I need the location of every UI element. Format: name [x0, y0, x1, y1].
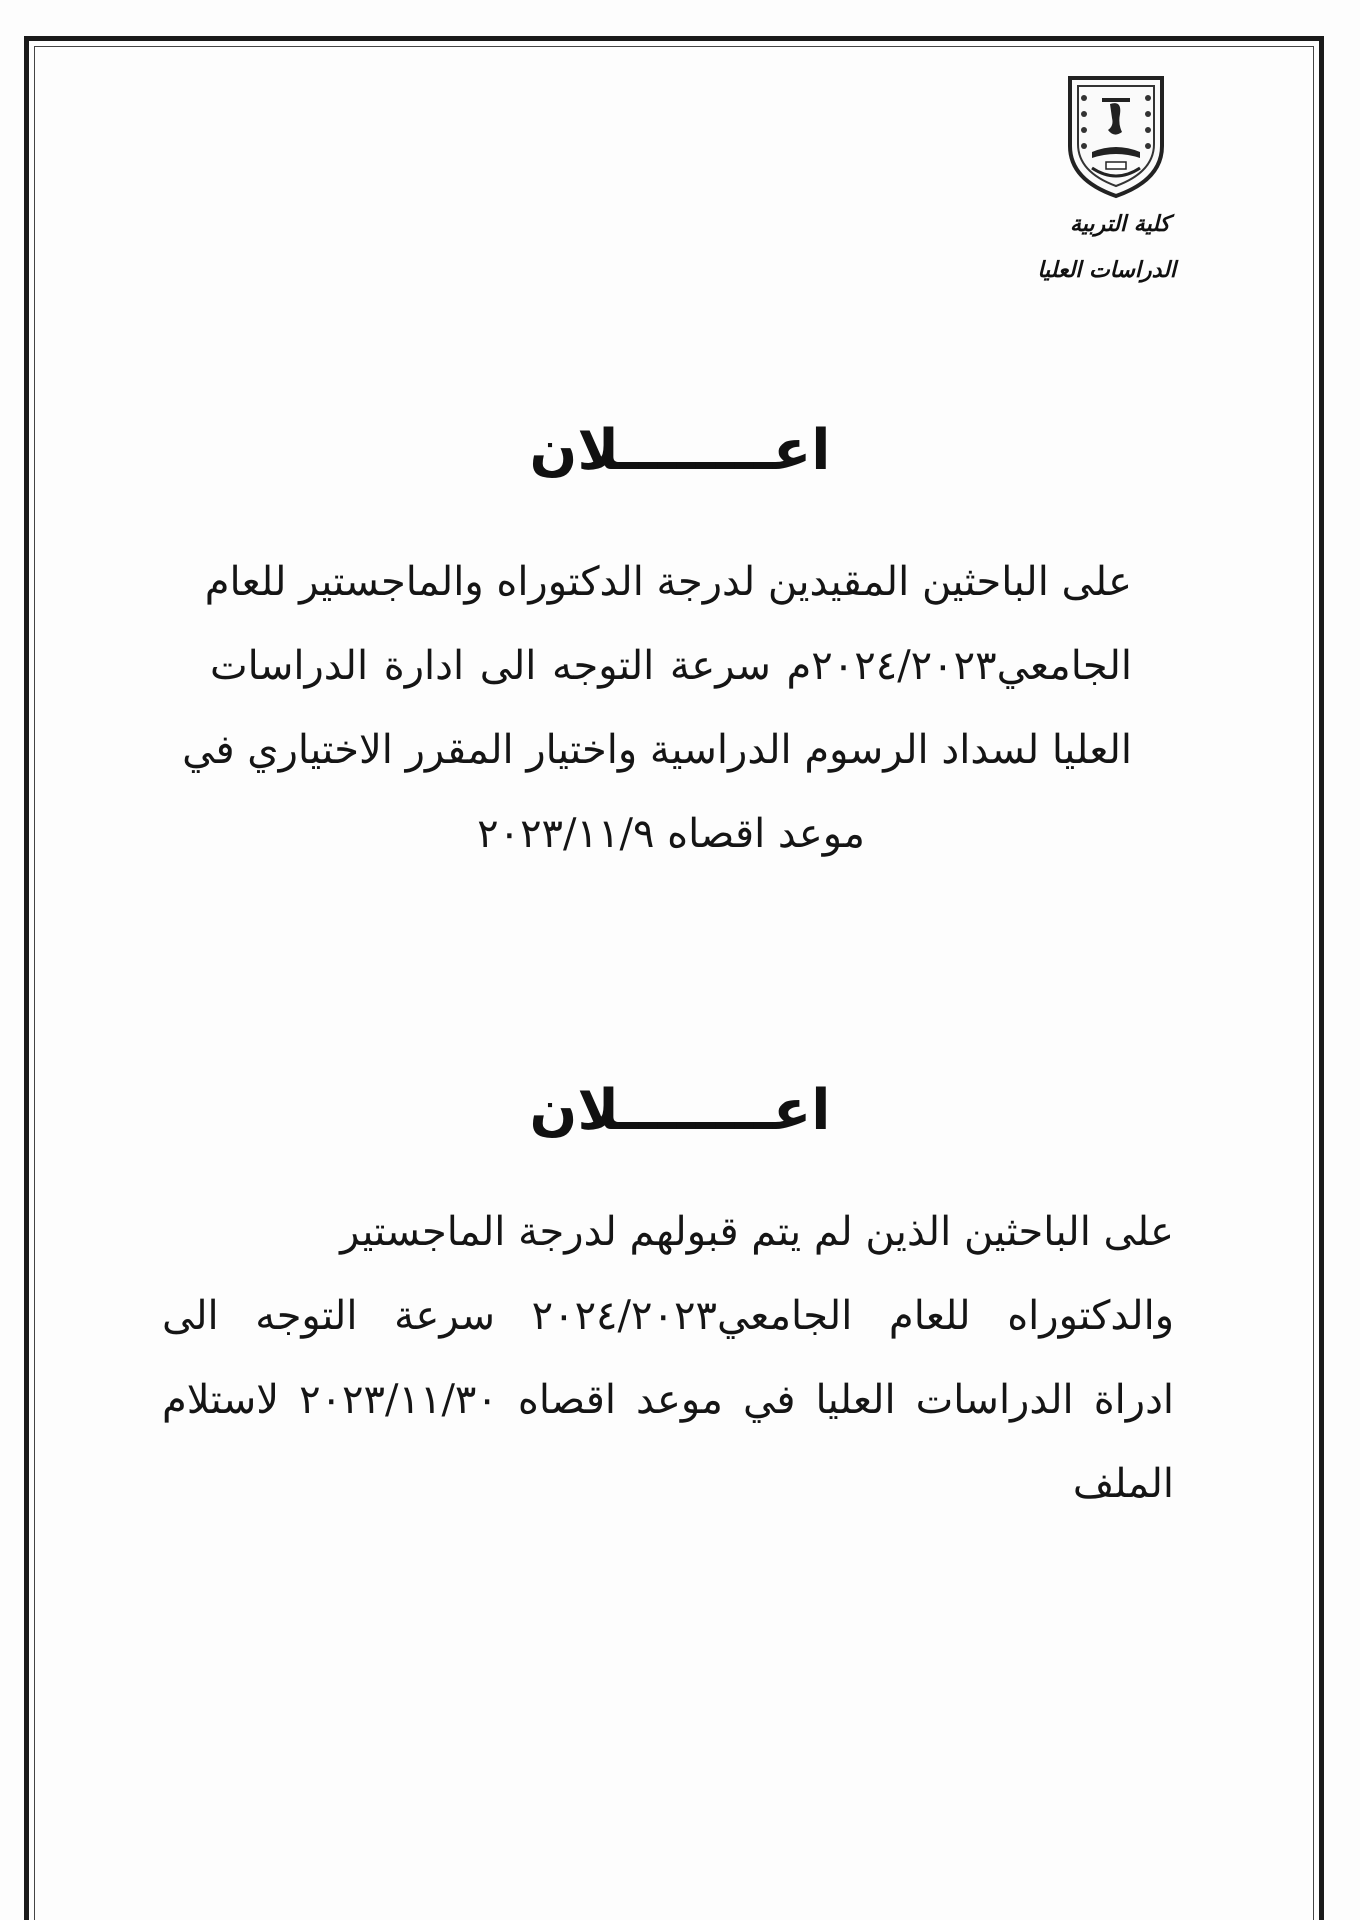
college-name: كلية التربية — [1070, 212, 1170, 237]
announcement-1-line: موعد اقصاه ٢٠٢٣/١١/٩ — [477, 811, 865, 857]
announcement-2-line: الملف — [1072, 1461, 1174, 1507]
announcement-1-line: العليا لسداد الرسوم الدراسية واختيار المقرر الاختياري في — [182, 727, 1132, 773]
announcement-2-line: والدكتوراه للعام الجامعي٢٠٢٤/٢٠٢٣ سرعة التوجه الى — [162, 1293, 1175, 1339]
university-seal-icon — [1062, 68, 1170, 200]
announcement-2-line: على الباحثين الذين لم يتم قبولهم لدرجة الماجستير — [340, 1209, 1174, 1255]
department-name: الدراسات العليا — [1037, 258, 1176, 283]
announcement-2-line: ادراة الدراسات العليا في موعد اقصاه ٢٠٢٣/١١/٣٠ لاستلام — [162, 1377, 1175, 1423]
announcement-1-title: اعــــــــلان — [529, 418, 831, 483]
announcement-1-body — [182, 540, 1132, 876]
page-border-inner — [34, 46, 1314, 1920]
announcement-1-line: الجامعي٢٠٢٤/٢٠٢٣م سرعة التوجه الى ادارة الدراسات — [210, 643, 1132, 689]
announcement-2-body — [162, 1190, 1174, 1526]
announcement-2-title: اعــــــــلان — [529, 1078, 831, 1143]
announcement-1-line: على الباحثين المقيدين لدرجة الدكتوراه والماجستير للعام — [204, 559, 1132, 605]
